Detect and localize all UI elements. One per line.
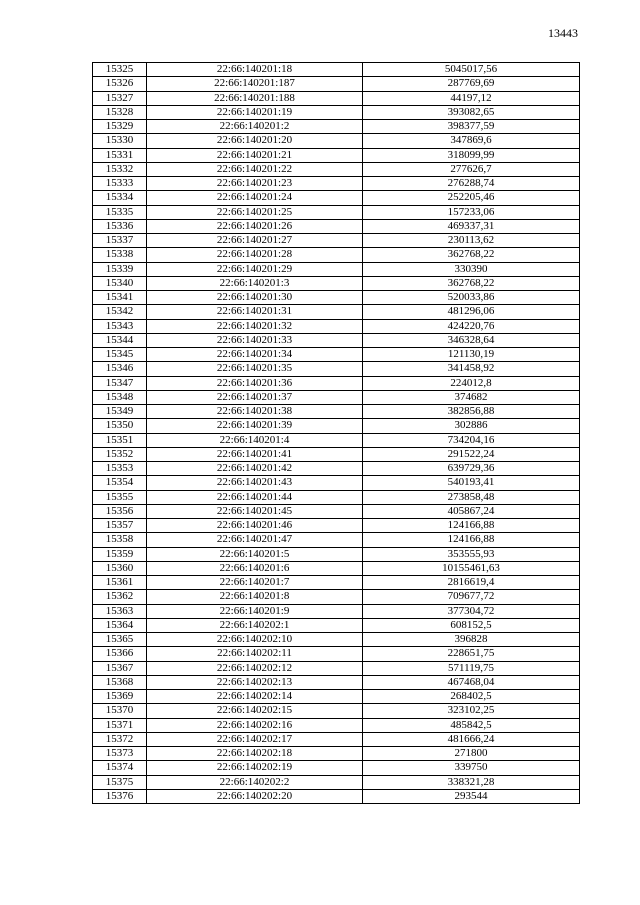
cadastral-value-cell: 608152,5 (363, 618, 580, 632)
cadastral-number-cell: 22:66:140201:6 (147, 561, 363, 575)
row-number-cell: 15346 (93, 362, 147, 376)
table-row (93, 590, 580, 604)
row-number-cell: 15325 (93, 63, 147, 77)
row-number-cell: 15371 (93, 718, 147, 732)
cadastral-number-cell: 22:66:140201:37 (147, 390, 363, 404)
cadastral-number-cell: 22:66:140201:4 (147, 433, 363, 447)
row-number-cell: 15332 (93, 162, 147, 176)
table-row (93, 105, 580, 119)
cadastral-value-cell: 485842,5 (363, 718, 580, 732)
cadastral-value-cell: 341458,92 (363, 362, 580, 376)
table-row (93, 319, 580, 333)
cadastral-value-cell: 293544 (363, 789, 580, 803)
table-row (93, 390, 580, 404)
cadastral-number-cell: 22:66:140201:5 (147, 547, 363, 561)
cadastral-value-cell: 44197,12 (363, 91, 580, 105)
cadastral-number-cell: 22:66:140202:2 (147, 775, 363, 789)
table-row (93, 291, 580, 305)
row-number-cell: 15340 (93, 276, 147, 290)
cadastral-number-cell: 22:66:140202:13 (147, 675, 363, 689)
table-row (93, 761, 580, 775)
cadastral-number-cell: 22:66:140202:11 (147, 647, 363, 661)
cadastral-number-cell: 22:66:140201:7 (147, 576, 363, 590)
cadastral-value-cell: 277626,7 (363, 162, 580, 176)
row-number-cell: 15354 (93, 476, 147, 490)
row-number-cell: 15352 (93, 447, 147, 461)
cadastral-value-cell: 230113,62 (363, 234, 580, 248)
cadastral-number-cell: 22:66:140201:42 (147, 462, 363, 476)
cadastral-value-cell: 347869,6 (363, 134, 580, 148)
table-row (93, 348, 580, 362)
table-row (93, 63, 580, 77)
table-row (93, 262, 580, 276)
table-row (93, 547, 580, 561)
row-number-cell: 15362 (93, 590, 147, 604)
cadastral-value-cell: 2816619,4 (363, 576, 580, 590)
table-row (93, 333, 580, 347)
row-number-cell: 15365 (93, 633, 147, 647)
table-row (93, 576, 580, 590)
table-row (93, 561, 580, 575)
row-number-cell: 15359 (93, 547, 147, 561)
cadastral-number-cell: 22:66:140201:188 (147, 91, 363, 105)
cadastral-value-cell: 124166,88 (363, 533, 580, 547)
row-number-cell: 15363 (93, 604, 147, 618)
cadastral-value-table (92, 62, 580, 804)
cadastral-value-cell: 339750 (363, 761, 580, 775)
row-number-cell: 15349 (93, 405, 147, 419)
row-number-cell: 15330 (93, 134, 147, 148)
cadastral-value-cell: 276288,74 (363, 177, 580, 191)
table-row (93, 490, 580, 504)
table-row (93, 519, 580, 533)
table-row (93, 234, 580, 248)
row-number-cell: 15334 (93, 191, 147, 205)
table-row (93, 533, 580, 547)
table-row (93, 177, 580, 191)
row-number-cell: 15367 (93, 661, 147, 675)
cadastral-value-cell: 382856,88 (363, 405, 580, 419)
cadastral-value-cell: 467468,04 (363, 675, 580, 689)
cadastral-value-cell: 734204,16 (363, 433, 580, 447)
cadastral-number-cell: 22:66:140201:25 (147, 205, 363, 219)
cadastral-number-cell: 22:66:140201:38 (147, 405, 363, 419)
cadastral-number-cell: 22:66:140201:23 (147, 177, 363, 191)
cadastral-number-cell: 22:66:140202:16 (147, 718, 363, 732)
table-row (93, 433, 580, 447)
cadastral-number-cell: 22:66:140201:35 (147, 362, 363, 376)
row-number-cell: 15336 (93, 219, 147, 233)
cadastral-value-cell: 10155461,63 (363, 561, 580, 575)
cadastral-value-cell: 287769,69 (363, 77, 580, 91)
table-row (93, 376, 580, 390)
cadastral-value-cell: 481296,06 (363, 305, 580, 319)
cadastral-value-cell: 318099,99 (363, 148, 580, 162)
cadastral-value-cell: 124166,88 (363, 519, 580, 533)
cadastral-value-cell: 571119,75 (363, 661, 580, 675)
cadastral-value-cell: 224012,8 (363, 376, 580, 390)
cadastral-number-cell: 22:66:140201:24 (147, 191, 363, 205)
cadastral-number-cell: 22:66:140202:18 (147, 747, 363, 761)
table-row (93, 219, 580, 233)
cadastral-number-cell: 22:66:140202:14 (147, 690, 363, 704)
cadastral-value-cell: 323102,25 (363, 704, 580, 718)
row-number-cell: 15357 (93, 519, 147, 533)
cadastral-number-cell: 22:66:140201:2 (147, 120, 363, 134)
row-number-cell: 15369 (93, 690, 147, 704)
table-row (93, 248, 580, 262)
table-row (93, 647, 580, 661)
cadastral-number-cell: 22:66:140201:27 (147, 234, 363, 248)
table-row (93, 276, 580, 290)
cadastral-number-cell: 22:66:140201:187 (147, 77, 363, 91)
cadastral-number-cell: 22:66:140201:41 (147, 447, 363, 461)
row-number-cell: 15339 (93, 262, 147, 276)
cadastral-value-cell: 469337,31 (363, 219, 580, 233)
table-row (93, 732, 580, 746)
row-number-cell: 15347 (93, 376, 147, 390)
cadastral-number-cell: 22:66:140202:20 (147, 789, 363, 803)
table-row (93, 447, 580, 461)
cadastral-value-cell: 709677,72 (363, 590, 580, 604)
cadastral-number-cell: 22:66:140201:26 (147, 219, 363, 233)
table-row (93, 690, 580, 704)
cadastral-number-cell: 22:66:140202:17 (147, 732, 363, 746)
row-number-cell: 15350 (93, 419, 147, 433)
row-number-cell: 15343 (93, 319, 147, 333)
row-number-cell: 15353 (93, 462, 147, 476)
table-row (93, 789, 580, 803)
cadastral-value-cell: 346328,64 (363, 333, 580, 347)
table-row (93, 476, 580, 490)
cadastral-number-cell: 22:66:140201:9 (147, 604, 363, 618)
cadastral-value-cell: 273858,48 (363, 490, 580, 504)
cadastral-number-cell: 22:66:140201:19 (147, 105, 363, 119)
cadastral-value-cell: 374682 (363, 390, 580, 404)
table-row (93, 718, 580, 732)
cadastral-value-cell: 481666,24 (363, 732, 580, 746)
cadastral-value-cell: 362768,22 (363, 276, 580, 290)
table-body (93, 63, 580, 804)
cadastral-value-cell: 228651,75 (363, 647, 580, 661)
row-number-cell: 15356 (93, 504, 147, 518)
page-number: 13443 (548, 26, 578, 40)
cadastral-value-cell: 520033,86 (363, 291, 580, 305)
table-row (93, 148, 580, 162)
cadastral-value-cell: 424220,76 (363, 319, 580, 333)
table-row (93, 704, 580, 718)
table-row (93, 462, 580, 476)
cadastral-value-cell: 353555,93 (363, 547, 580, 561)
row-number-cell: 15335 (93, 205, 147, 219)
table-row (93, 134, 580, 148)
cadastral-value-cell: 252205,46 (363, 191, 580, 205)
row-number-cell: 15351 (93, 433, 147, 447)
cadastral-value-cell: 398377,59 (363, 120, 580, 134)
row-number-cell: 15344 (93, 333, 147, 347)
row-number-cell: 15331 (93, 148, 147, 162)
table-row (93, 305, 580, 319)
cadastral-number-cell: 22:66:140202:15 (147, 704, 363, 718)
cadastral-value-cell: 396828 (363, 633, 580, 647)
cadastral-value-cell: 377304,72 (363, 604, 580, 618)
cadastral-value-cell: 271800 (363, 747, 580, 761)
table-row (93, 747, 580, 761)
row-number-cell: 15358 (93, 533, 147, 547)
table-row (93, 675, 580, 689)
row-number-cell: 15341 (93, 291, 147, 305)
cadastral-number-cell: 22:66:140201:36 (147, 376, 363, 390)
cadastral-number-cell: 22:66:140201:3 (147, 276, 363, 290)
table-row (93, 91, 580, 105)
table-row (93, 504, 580, 518)
cadastral-value-cell: 540193,41 (363, 476, 580, 490)
row-number-cell: 15373 (93, 747, 147, 761)
row-number-cell: 15345 (93, 348, 147, 362)
cadastral-number-cell: 22:66:140201:21 (147, 148, 363, 162)
cadastral-number-cell: 22:66:140201:18 (147, 63, 363, 77)
cadastral-number-cell: 22:66:140201:29 (147, 262, 363, 276)
table-row (93, 419, 580, 433)
cadastral-number-cell: 22:66:140201:32 (147, 319, 363, 333)
cadastral-number-cell: 22:66:140201:8 (147, 590, 363, 604)
cadastral-value-cell: 291522,24 (363, 447, 580, 461)
cadastral-value-cell: 362768,22 (363, 248, 580, 262)
table-row (93, 618, 580, 632)
table-row (93, 77, 580, 91)
cadastral-number-cell: 22:66:140201:47 (147, 533, 363, 547)
row-number-cell: 15376 (93, 789, 147, 803)
cadastral-number-cell: 22:66:140202:12 (147, 661, 363, 675)
row-number-cell: 15355 (93, 490, 147, 504)
cadastral-value-cell: 639729,36 (363, 462, 580, 476)
row-number-cell: 15348 (93, 390, 147, 404)
row-number-cell: 15328 (93, 105, 147, 119)
cadastral-number-cell: 22:66:140201:45 (147, 504, 363, 518)
table-row (93, 661, 580, 675)
cadastral-value-cell: 268402,5 (363, 690, 580, 704)
cadastral-number-cell: 22:66:140201:44 (147, 490, 363, 504)
row-number-cell: 15342 (93, 305, 147, 319)
table-row (93, 191, 580, 205)
cadastral-number-cell: 22:66:140201:30 (147, 291, 363, 305)
row-number-cell: 15375 (93, 775, 147, 789)
cadastral-value-cell: 157233,06 (363, 205, 580, 219)
cadastral-number-cell: 22:66:140201:28 (147, 248, 363, 262)
table-row (93, 405, 580, 419)
cadastral-value-cell: 405867,24 (363, 504, 580, 518)
row-number-cell: 15338 (93, 248, 147, 262)
row-number-cell: 15374 (93, 761, 147, 775)
row-number-cell: 15364 (93, 618, 147, 632)
cadastral-value-cell: 338321,28 (363, 775, 580, 789)
cadastral-number-cell: 22:66:140202:10 (147, 633, 363, 647)
cadastral-number-cell: 22:66:140201:31 (147, 305, 363, 319)
table-row (93, 775, 580, 789)
cadastral-number-cell: 22:66:140202:1 (147, 618, 363, 632)
row-number-cell: 15372 (93, 732, 147, 746)
row-number-cell: 15366 (93, 647, 147, 661)
row-number-cell: 15360 (93, 561, 147, 575)
row-number-cell: 15337 (93, 234, 147, 248)
cadastral-value-cell: 330390 (363, 262, 580, 276)
cadastral-number-cell: 22:66:140201:34 (147, 348, 363, 362)
cadastral-value-cell: 121130,19 (363, 348, 580, 362)
cadastral-number-cell: 22:66:140201:33 (147, 333, 363, 347)
cadastral-number-cell: 22:66:140201:43 (147, 476, 363, 490)
row-number-cell: 15326 (93, 77, 147, 91)
row-number-cell: 15361 (93, 576, 147, 590)
row-number-cell: 15368 (93, 675, 147, 689)
row-number-cell: 15333 (93, 177, 147, 191)
cadastral-number-cell: 22:66:140201:22 (147, 162, 363, 176)
row-number-cell: 15370 (93, 704, 147, 718)
cadastral-value-cell: 5045017,56 (363, 63, 580, 77)
cadastral-number-cell: 22:66:140201:46 (147, 519, 363, 533)
table-row (93, 205, 580, 219)
table-row (93, 162, 580, 176)
cadastral-value-cell: 393082,65 (363, 105, 580, 119)
cadastral-value-cell: 302886 (363, 419, 580, 433)
table-row (93, 633, 580, 647)
cadastral-number-cell: 22:66:140201:20 (147, 134, 363, 148)
table-row (93, 604, 580, 618)
table-row (93, 362, 580, 376)
row-number-cell: 15327 (93, 91, 147, 105)
table-row (93, 120, 580, 134)
row-number-cell: 15329 (93, 120, 147, 134)
cadastral-number-cell: 22:66:140201:39 (147, 419, 363, 433)
cadastral-number-cell: 22:66:140202:19 (147, 761, 363, 775)
